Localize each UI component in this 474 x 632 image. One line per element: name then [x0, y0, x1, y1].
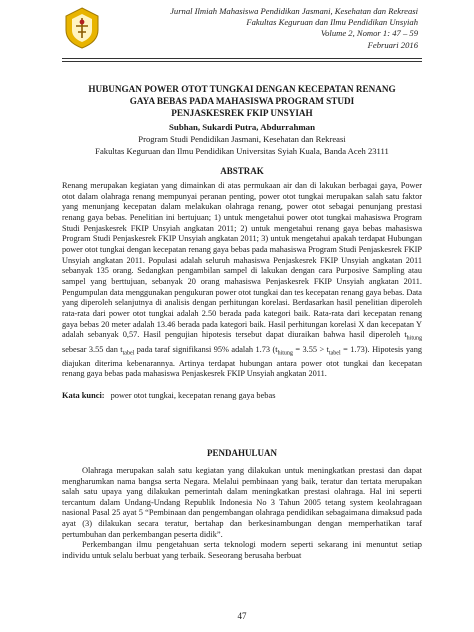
author-list: Subhan, Sukardi Putra, Abdurrahman [169, 122, 315, 132]
title-line-3: PENJASKESREK FKIP UNSYIAH [171, 107, 313, 118]
abstract-part-3: pada taraf signifikansi 95% adalah 1.73 (t [134, 344, 278, 354]
keywords [62, 391, 422, 400]
subscript-tabel-2: tabel [328, 350, 341, 357]
subscript-tabel: tabel [122, 350, 135, 357]
paper-title [62, 84, 422, 119]
title-line-2: GAYA BEBAS PADA MAHASISWA PROGRAM STUDI [129, 95, 355, 106]
keywords-label: Kata kunci: [62, 391, 105, 400]
journal-volume: Volume 2, Nomor 1: 47 – 59 [320, 28, 418, 39]
abstract-part-1: Renang merupakan kegiatan yang dimainkan di atas permukaan air dan di lakukan berbagai gaya, Power otot dalam olahraga renang mempunyai peranan penting, power otot tungkai merupakan salah satu faktor yang menunjang kecepatan dalam melakukan olahraga renang, power otot sebagai penunjang prestasi renang gaya bebas. Penelitian ini bertujuan; 1) untuk mengetahui power otot tungkai mahasiswa Program Studi Penjaskesrek FKIP Unsyiah angkatan 2011; 2) untuk mengetahui renang gaya bebas mahasiswa Program Studi Penjaskesrek FKIP Unsyiah angkatan 2011; 3) untuk mengetahui apakah terdapat Hubungan power otot tungkai dengan kecepatan renang gaya bebas pada mahasiswa Program Studi Penjaskesrek FKIP Unsyiah angkatan 2011. Populasi adalah seluruh mahasiswa Penjaskesrek FKIP Unsyiah angkatan 2011 sebanyak 135 orang. Sedangkan pengambilan sampel di lakukan dengan cara Purposive Sampling atau sampel yang berttujuan, sebanyak 20 orang mahasiswa Penjaskesrek FKIP Unsyiah angkatan 2011. Pengumpulan data menggunakan pengukuran power otot tungkai dan tes kecepatan renang gaya bebas. Data yang diperoleh selanjutnya di analisis dengan perhitungan korelasi. Berdasarkan hasil penelitian diperoleh rata-rata dari power otot tungkai adalah 2.50 berada pada kategori baik. Rata-rata dari kecepatan renang gaya bebas 20 meter adalah 13.46 berada pada kategori baik. Hasil perhitungan korelasi X dan kecepatan Y adalah sebanyak 0,57. Hasil pengujian hipotesis tersebut dapat diuraikan bahwa hasil diperoleh t [62, 181, 422, 340]
affiliation [62, 134, 422, 157]
abstract-heading: ABSTRAK [220, 166, 264, 176]
journal-date: Februari 2016 [367, 39, 418, 50]
subscript-hitung: hitung [406, 335, 422, 342]
affiliation-line-1: Program Studi Pendidikan Jasmani, Kesehatan dan Rekreasi [138, 134, 346, 144]
header-rule-bottom [62, 61, 422, 62]
introduction-text [62, 466, 422, 561]
page-number: 47 [237, 611, 247, 621]
affiliation-line-2: Fakultas Keguruan dan Ilmu Pendidikan Universitas Syiah Kuala, Banda Aceh 23111 [95, 145, 389, 156]
keywords-value: power otot tungkai, kecepatan renang gaya bebas [110, 391, 276, 400]
abstract-part-5: = 1.73). Hipotesis yang diajukan diterima kebenarannya. Artinya terdapat hubungan antara power otot tungkai dan kecepatan renang gaya bebas pada mahasiswa Penjaskesrek FKIP Unsyiah angkatan 2011. [62, 344, 423, 379]
header-rule-top [62, 58, 422, 59]
abstract-text [62, 181, 422, 380]
journal-name: Jurnal Ilmiah Mahasiswa Pendidikan Jasmani, Kesehatan dan Rekreasi [170, 6, 418, 16]
title-line-1: HUBUNGAN POWER OTOT TUNGKAI DENGAN KECEPATAN RENANG [88, 84, 396, 94]
abstract-part-4: = 3.55 > t [292, 344, 329, 354]
journal-faculty: Fakultas Keguruan dan Ilmu Pendidikan Unsyiah [246, 17, 418, 28]
subscript-hitung-2: hitung [277, 350, 293, 357]
intro-paragraph-2: Perkembangan ilmu pengetahuan serta teknologi modern seperti sekarang ini menuntut setiap individu untuk selalu berbuat yang terbaik. Seseorang berusaha berbuat [62, 540, 422, 560]
introduction-heading: PENDAHULUAN [206, 448, 277, 458]
intro-paragraph-1: Olahraga merupakan salah satu kegiatan yang dilakukan untuk meningkatkan prestasi dan dapat mengharumkan nama bangsa serta Negara. Melalui pembinaan yang baik, teratur dan tertata merupakan salah satu upaya yang dilakukan pemerintah dalam meningkatkan prestasi olahraga. Hal ini seperti tercantum dalam Undang-Undang Republik Indonesia No 3 Tahun 2005 tetang system keolahragaan nasional Pasal 25 ayat 5 “Pembinaan dan pengembangan olahraga pendidikan sebagaimana dimaksud pada ayat (3) dilakukan secara teratur, bertahap dan berkesinambungan dengan memperhatikan taraf pertumbuhan dan perkembangan peserta didik”. [62, 466, 422, 539]
journal-header [88, 6, 418, 51]
abstract-part-2: sebesar 3.55 dan t [62, 344, 123, 354]
